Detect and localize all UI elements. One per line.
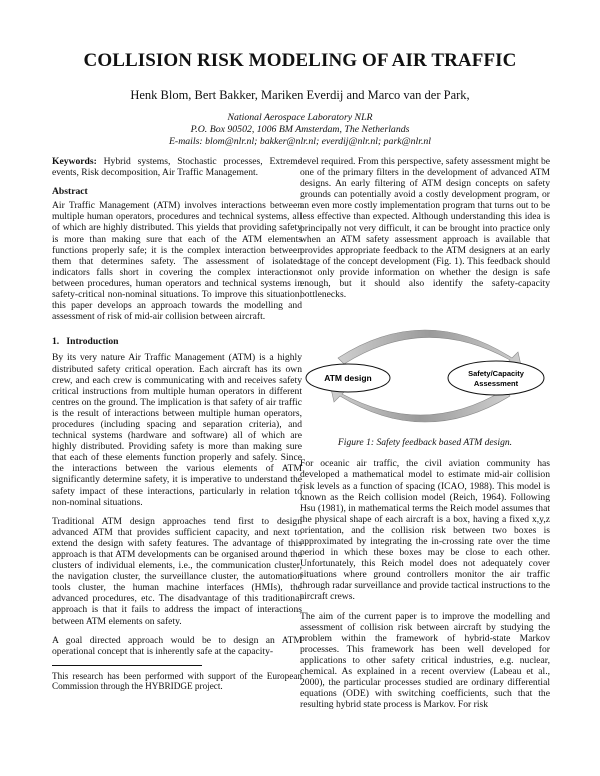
right-paragraph-2: For oceanic air traffic, the civil aviation community has developed a mathematical model to estimate mid-air collision risk levels as a function of spacing (ICAO, 1988). This model is known as the Reich collision model (Reich, 1964). Following Hsu (1981), in mathematical terms the Reich model assumes that the physical shape of each aircraft is a box, having a fixed x,y,z orientation, and the collision risk between two boxes is approximated by integrating the in-crossing rate over the time period in which these boxes may be close to each other. Unfortunately, this Reich model does not adequately cover situations where ground controllers monitor the air traffic through radar surveillance and provide tactical instructions to the aircraft crews.	[300, 458, 550, 603]
author-list: Henk Blom, Bert Bakker, Mariken Everdij and Marco van der Park,	[130, 88, 470, 102]
affiliation-block	[0, 112, 600, 148]
right-paragraph-1: level required. From this perspective, safety assessment might be one of the primary filters in the development of advanced ATM designs. An early filtering of ATM design concepts on safety grounds can potentially avoid a costly development program, or an even more costly implementation program that turns out to be less effective than expected. Although understanding this idea is principally not very difficult, it can be brought into practice only when an ATM safety assessment approach is available that provides appropriate feedback to the ATM designers at an early stage of the concept development (Fig. 1). This feedback should not only provide information on whether the design is safe enough, but it should also identify the safety-capacity bottlenecks.	[300, 156, 550, 301]
figure-caption: Figure 1: Safety feedback based ATM design.	[337, 437, 513, 449]
footnote: This research has been performed with support of the European Commission through the HYBRIDGE project.	[52, 670, 302, 692]
keywords-paragraph	[52, 156, 302, 178]
right-paragraph-3: The aim of the current paper is to improve the modelling and assessment of collision risk between aircraft by studying the problem within the framework of hybrid-state Markov processes. This framework has been well developed for applications to other safety critical industries, e.g. nuclear, chemical. As explained in a recent overview (Labeau et al., 2000), the particular processes studied are ordinary differential equations (ODE) with switching coefficients, such that the resulting hybrid state process is Markov. For risk	[300, 610, 550, 711]
intro-paragraph-3: A goal directed approach would be to design an ATM operational concept that is inherently safe at the capacity-	[52, 634, 302, 657]
keywords-text: Hybrid systems, Stochastic processes, Extreme events, Risk decomposition, Air Traffic Management.	[52, 156, 302, 179]
figure-1	[300, 308, 550, 433]
left-column	[52, 156, 302, 692]
affiliation-emails: E-mails: blom@nlr.nl; bakker@nlr.nl; everdij@nlr.nl; park@nlr.nl	[168, 136, 432, 147]
affiliation-name: National Aerospace Laboratory NLR	[227, 112, 373, 123]
introduction-heading: 1. Introduction	[52, 336, 119, 348]
feedback-diagram	[300, 308, 550, 433]
intro-paragraph-1: By its very nature Air Traffic Management (ATM) is a highly distributed safety critical operation. Each aircraft has its own crew, and each crew is communicating with and receives safety critical instructions from multiple human operators in different centres on the ground. The implication is that safety of air traffic is the result of interactions between multiple human operators, procedures (including spacing and separation criteria), and technical systems (hardware and software) all of which are highly distributed. Providing safety is more than making sure that each of these elements function properly and safely. Since the interactions between the various elements of ATM significantly determine safety, it is imperative to understand the safety impact of these interactions, particularly in relation to non-nominal situations.	[52, 352, 302, 508]
assessment-label: Assessment	[473, 379, 519, 389]
abstract-heading: Abstract	[52, 186, 88, 198]
atm-design-label: ATM design	[324, 373, 372, 384]
affiliation-address: P.O. Box 90502, 1006 BM Amsterdam, The Netherlands	[190, 124, 410, 135]
keywords-label: Keywords:	[52, 156, 97, 167]
safety-capacity-label: Safety/Capacity	[468, 369, 524, 379]
paper-title: COLLISION RISK MODELING OF AIR TRAFFIC	[83, 50, 517, 71]
abstract-text: Air Traffic Management (ATM) involves interactions between multiple human operators, procedures and technical systems, all of which are highly distributed. This yields that providing safety is more than making sure that each of the ATM elements functions properly safe; it is the complex interaction between them that determines safety. The assessment of isolated indicators falls short in covering the complex interactions between procedures, human operators and technical systems in safety-critical non-nominal situations. To improve this situation, this paper develops an approach towards the modelling and assessment of risk of mid-air collision between aircraft.	[52, 200, 302, 323]
intro-paragraph-2: Traditional ATM design approaches tend first to design advanced ATM that provides sufficient capacity, and next to extend the design with safety features. The advantage of this approach is that ATM developments can be organised around the clusters of individual elements, i.e., the communication cluster, the navigation cluster, the surveillance cluster, the automation tools cluster, the human machine interfaces (HMIs), the advanced procedures, etc. The disadvantage of this traditional approach is that it fails to address the impact of interactions between ATM elements on safety.	[52, 515, 302, 627]
safety-assessment-node	[448, 361, 544, 395]
right-column	[300, 156, 550, 718]
footnote-divider	[52, 665, 202, 666]
